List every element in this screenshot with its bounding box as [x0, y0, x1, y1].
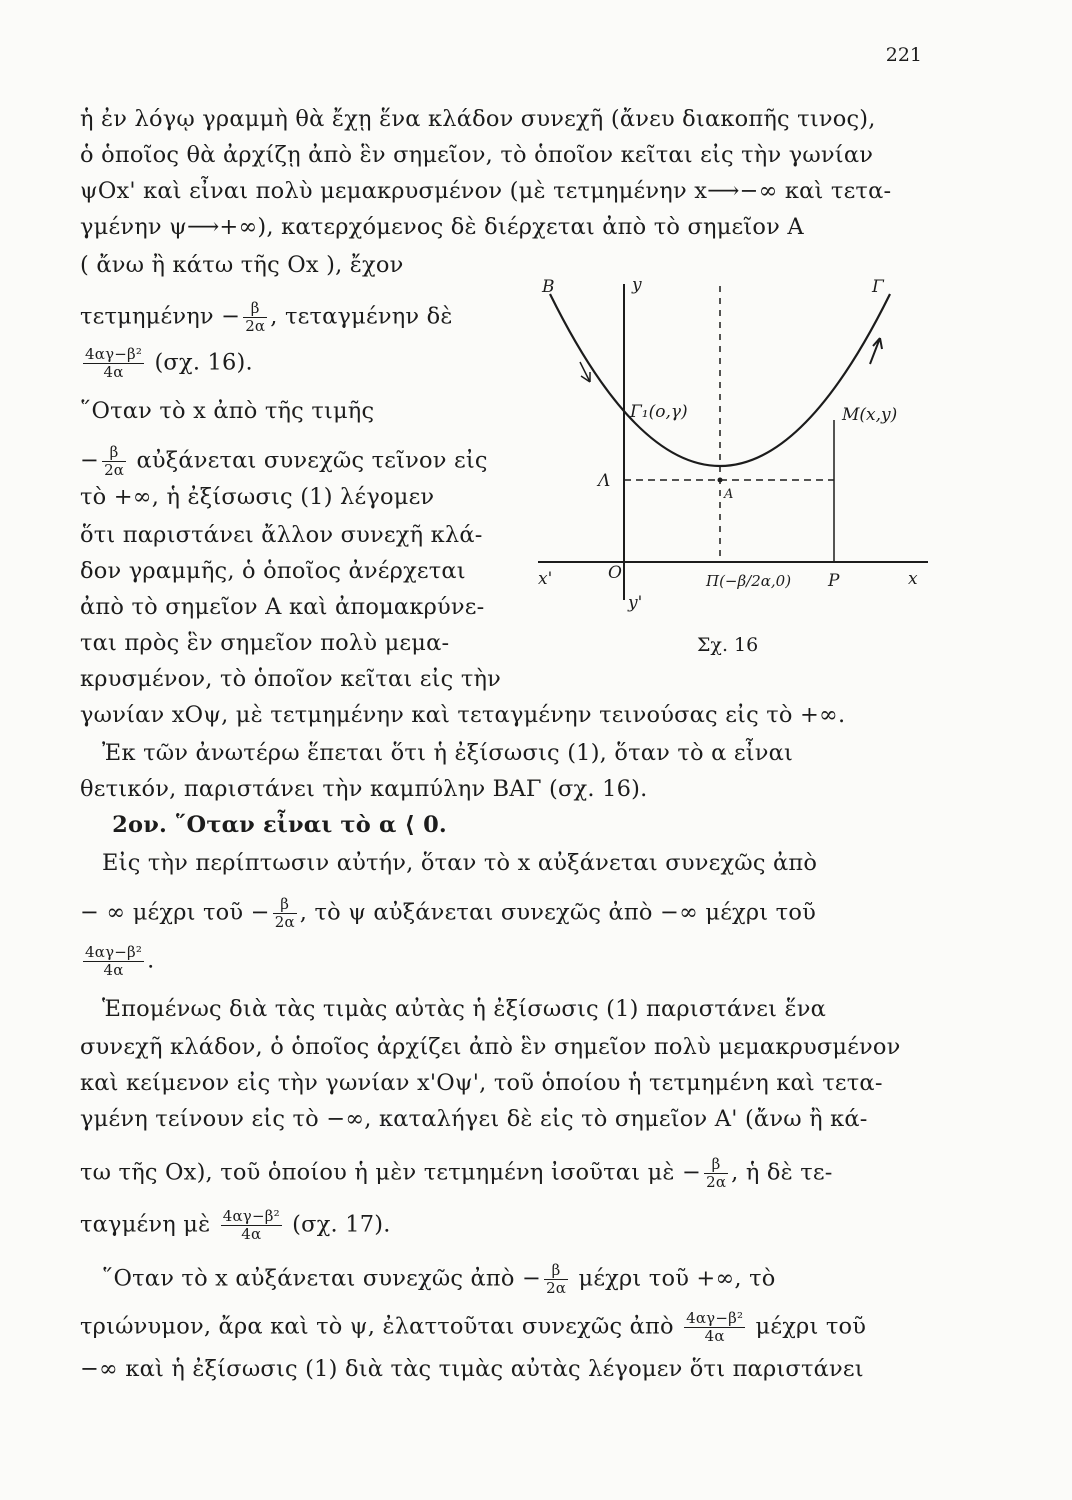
fraction: [544, 1262, 568, 1297]
text-line: [80, 776, 647, 802]
text-segment: ἀπὸ τὸ σημεῖον A καὶ ἀπομακρύνε-: [80, 594, 485, 620]
text-segment: αὐξάνεται συνεχῶς τεῖνον εἰς: [129, 447, 488, 474]
text-segment: Εἰς τὴν περίπτωσιν αὐτήν, ὅταν τὸ x αὐξάνεται συνεχῶς ἀπὸ: [80, 850, 818, 876]
text-line: [80, 1356, 864, 1382]
text-segment: (σχ. 17).: [284, 1211, 391, 1238]
text-segment: 2ον. ῞Οταν εἶναι τὸ α ⟨ 0.: [80, 812, 447, 838]
figure-16: [528, 272, 938, 612]
fraction-denominator: 4α: [103, 961, 124, 979]
parabola-curve: [550, 294, 890, 466]
text-segment: γμένην ψ⟶+∞), κατερχόμενος δὲ διέρχεται ἀπὸ τὸ σημεῖον A: [80, 214, 804, 240]
text-segment: , τεταγμένην δὲ: [270, 303, 453, 330]
text-line: [80, 630, 449, 656]
fraction-denominator: 2α: [245, 317, 266, 335]
text-segment: θετικόν, παριστάνει τὴν καμπύλην ΒΑΓ (σχ. 16).: [80, 776, 648, 802]
text-line: [80, 398, 374, 424]
text-segment: ται πρὸς ἓν σημεῖον πολὺ μεμα-: [80, 630, 450, 656]
text-line: [80, 178, 891, 204]
text-line: [80, 702, 845, 728]
text-segment: −∞ καὶ ἡ ἐξίσωσις (1) διὰ τὰς τιμὰς αὐτὰς λέγομεν ὅτι παριστάνει: [80, 1356, 864, 1382]
label-P1: Π(−β/2α,0): [706, 572, 792, 590]
text-segment: μέχρι τοῦ +∞, τὸ: [571, 1265, 776, 1292]
page-number: 221: [885, 44, 922, 66]
text-line: [80, 106, 876, 132]
text-segment: , τὸ ψ αὐξάνεται συνεχῶς ἀπὸ −∞ μέχρι τοῦ: [299, 899, 816, 926]
text-segment: ψOx' καὶ εἶναι πολὺ μεμακρυσμένον (μὲ τετμημένην x⟶−∞ καὶ τετα-: [80, 178, 892, 204]
fraction: [684, 1310, 745, 1345]
section-heading: [80, 812, 447, 838]
fraction-numerator: β: [243, 300, 267, 318]
figure-caption: Σχ. 16: [697, 634, 759, 656]
label-x: x: [908, 569, 918, 589]
text-segment: ἡ ἐν λόγῳ γραμμὴ θὰ ἔχῃ ἕνα κλάδον συνεχῆ (ἄνευ διακοπῆς τινος),: [80, 106, 876, 132]
text-line: [80, 484, 434, 510]
text-line: [80, 1156, 833, 1191]
fraction-denominator: 2α: [546, 1279, 567, 1297]
fraction: [243, 300, 267, 335]
text-segment: ( ἄνω ἢ κάτω τῆς Ox ), ἔχον: [80, 252, 404, 278]
label-P: P: [828, 571, 840, 591]
text-line: [80, 666, 501, 692]
fraction-denominator: 4α: [704, 1327, 725, 1345]
text-segment: τὸ +∞, ἡ ἐξίσωσις (1) λέγομεν: [80, 484, 435, 510]
fraction: [221, 1208, 282, 1243]
text-line: [80, 300, 453, 335]
text-segment: Ἐκ τῶν ἀνωτέρω ἕπεται ὅτι ἡ ἐξίσωσις (1), ὅταν τὸ α εἶναι: [80, 740, 794, 766]
label-yprime: y': [628, 593, 643, 612]
label-O: O: [608, 563, 622, 583]
text-line: [80, 252, 404, 278]
text-segment: γμένη τείνουν εἰς τὸ −∞, καταλήγει δὲ εἰς τὸ σημεῖον A' (ἄνω ἢ κά-: [80, 1106, 868, 1132]
text-segment: τω τῆς Ox), τοῦ ὁποίου ἡ μὲν τετμημένη ἰσοῦται μὲ −: [80, 1159, 702, 1186]
label-xprime: x': [538, 569, 553, 589]
label-G: Γ: [872, 277, 884, 297]
text-segment: συνεχῆ κλάδον, ὁ ὁποῖος ἀρχίζει ἀπὸ ἓν σημεῖον πολὺ μεμακρυσμένον: [80, 1034, 901, 1060]
fraction: [83, 944, 144, 979]
text-line: [80, 944, 154, 979]
fraction-numerator: β: [273, 896, 297, 914]
text-line: [80, 142, 873, 168]
label-G1: Γ₁(o,γ): [630, 402, 688, 422]
text-segment: κρυσμένον, τὸ ὁποῖον κεῖται εἰς τὴν: [80, 666, 502, 692]
text-segment: , ἡ δὲ τε-: [731, 1159, 833, 1186]
text-line: [80, 1034, 901, 1060]
text-line: [80, 346, 253, 381]
text-line: [80, 740, 793, 766]
label-B: B: [542, 277, 555, 297]
text-line: [80, 1208, 391, 1243]
fraction: [704, 1156, 728, 1191]
text-segment: ὁ ὁποῖος θὰ ἀρχίζῃ ἀπὸ ἓν σημεῖον, τὸ ὁποῖον κεῖται εἰς τὴν γωνίαν: [80, 142, 874, 168]
fraction: [273, 896, 297, 931]
label-L: Λ: [598, 471, 611, 491]
text-segment: τριώνυμον, ἄρα καὶ τὸ ψ, ἐλαττοῦται συνεχῶς ἀπὸ: [80, 1313, 682, 1340]
text-segment: Ἑπομένως διὰ τὰς τιμὰς αὐτὰς ἡ ἐξίσωσις (1) παριστάνει ἕνα: [80, 996, 827, 1022]
text-segment: (σχ. 16).: [147, 349, 253, 376]
text-line: [80, 1262, 776, 1297]
fraction-numerator: β: [704, 1156, 728, 1174]
text-segment: .: [147, 947, 155, 974]
label-y: y: [632, 275, 642, 295]
text-segment: γωνίαν xOψ, μὲ τετμημένην καὶ τεταγμένην τεινούσας εἰς τὸ +∞.: [80, 702, 846, 728]
text-line: [80, 444, 488, 479]
label-M: M(x,y): [842, 405, 898, 425]
text-segment: ταγμένη μὲ: [80, 1211, 218, 1238]
fraction-numerator: β: [544, 1262, 568, 1280]
label-A: A: [724, 487, 734, 502]
fraction: [102, 444, 126, 479]
fraction-denominator: 4α: [241, 1225, 262, 1243]
fraction-denominator: 2α: [104, 461, 125, 479]
text-line: [80, 1070, 883, 1096]
text-segment: καὶ κείμενον εἰς τὴν γωνίαν x'Oψ', τοῦ ὁποίου ἡ τετμημένη καὶ τετα-: [80, 1070, 883, 1096]
fraction-numerator: β: [102, 444, 126, 462]
fraction-numerator: 4αγ−β²: [85, 943, 143, 961]
fraction-numerator: 4αγ−β²: [85, 345, 143, 363]
text-segment: μέχρι τοῦ: [748, 1313, 867, 1340]
text-segment: ῞Οταν τὸ x ἀπὸ τῆς τιμῆς: [80, 398, 375, 424]
curve-arrow-icon: [870, 338, 882, 364]
text-line: [80, 1310, 866, 1345]
text-line: [80, 850, 817, 876]
fraction-denominator: 2α: [274, 913, 295, 931]
fraction-numerator: 4αγ−β²: [686, 1309, 744, 1327]
text-line: [80, 896, 816, 931]
text-line: [80, 214, 804, 240]
fraction-denominator: 2α: [706, 1173, 727, 1191]
text-line: [80, 1106, 868, 1132]
text-segment: − ∞ μέχρι τοῦ −: [80, 899, 270, 926]
fraction: [83, 346, 144, 381]
fraction-numerator: 4αγ−β²: [222, 1207, 280, 1225]
text-segment: ῞Οταν τὸ x αὐξάνεται συνεχῶς ἀπὸ −: [80, 1265, 542, 1292]
text-segment: ὅτι παριστάνει ἄλλον συνεχῆ κλά-: [80, 522, 483, 548]
text-line: [80, 522, 483, 548]
text-line: [80, 996, 826, 1022]
text-line: [80, 594, 484, 620]
vertex-point: [718, 478, 723, 483]
fraction-denominator: 4α: [103, 363, 124, 381]
text-segment: δον γραμμῆς, ὁ ὁποῖος ἀνέρχεται: [80, 558, 466, 584]
text-segment: τετμημένην −: [80, 303, 241, 330]
text-segment: −: [80, 447, 100, 474]
text-line: [80, 558, 466, 584]
